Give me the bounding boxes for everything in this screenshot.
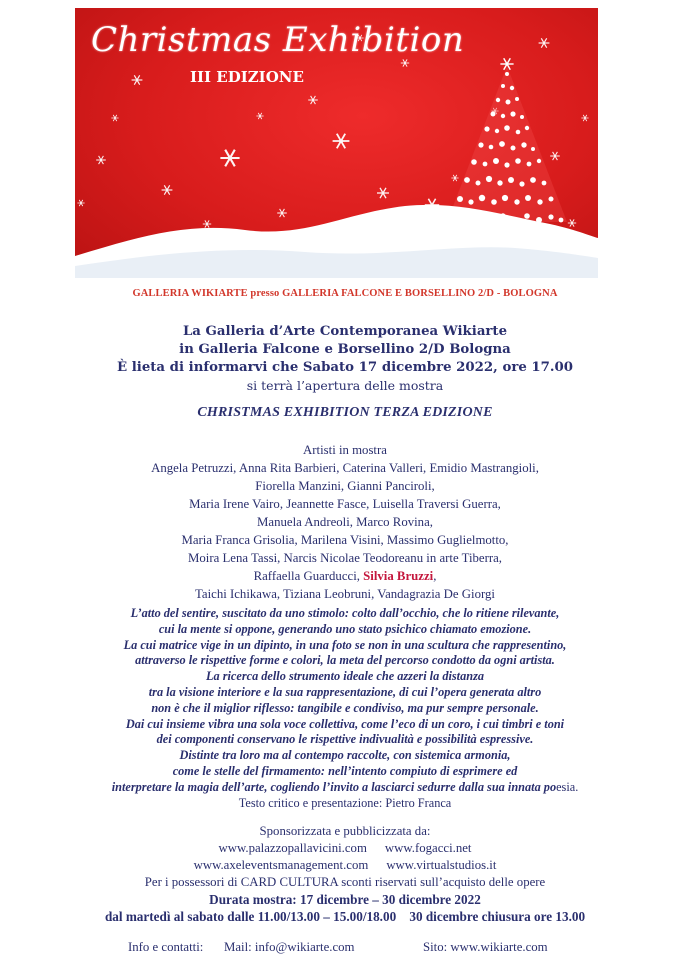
critic-line: come le stelle del firmamento: nell’intento compiuto di esprimere ed <box>172 763 518 778</box>
critic-line: cui la mente si oppone, generando uno stato psichico chiamato emozione. <box>158 621 532 636</box>
christmas-banner <box>75 8 598 278</box>
contacts-label: Info e contatti: <box>128 940 204 954</box>
sponsor-link-virtualstudios[interactable]: www.virtualstudios.it <box>386 858 497 872</box>
intro-line-1: La Galleria d’Arte Contemporanea Wikiarte <box>182 324 508 339</box>
sponsor-link-axel[interactable]: www.axeleventsmanagement.com <box>193 858 369 872</box>
intro-line-3: È lieta di informarvi che Sabato 17 dicembre 2022, ore 17.00 <box>116 360 574 375</box>
artists-line: Manuela Andreoli, Marco Rovina, <box>257 515 433 529</box>
card-cultura-note: Per i possessori di CARD CULTURA sconti riservati sull’acquisto delle opere <box>144 875 546 889</box>
artists-heading: Artisti in mostra <box>303 443 387 457</box>
artist-name: Raffaella Guarducci, <box>253 569 364 583</box>
exhibition-duration: Durata mostra: 17 dicembre – 30 dicembre 2022 <box>209 892 481 907</box>
exhibition-title: CHRISTMAS EXHIBITION TERZA EDIZIONE <box>197 405 493 420</box>
intro-block <box>0 323 690 395</box>
artists-line: Moira Lena Tassi, Narcis Nicolae Teodoreanu in arte Tiberra, <box>187 551 502 565</box>
artists-line: Angela Petruzzi, Anna Rita Barbieri, Caterina Valleri, Emidio Mastrangioli, <box>151 461 539 475</box>
critic-line: La ricerca dello strumento ideale che azzeri la distanza <box>205 669 485 684</box>
contact-site-link[interactable]: Sito: www.wikiarte.com <box>423 940 548 954</box>
critic-line: attraverso le rispettive forme e colori, la meta del percorso condotto da ogni artista. <box>135 653 555 668</box>
opening-hours: dal martedì al sabato dalle 11.00/13.00 – 15.00/18.00 30 dicembre chiusura ore 13.00 <box>104 909 586 924</box>
sponsor-sites-row <box>0 840 690 857</box>
critic-line: La cui matrice vige in un dipinto, in una foto se non in una scultura che rappresentino, <box>123 637 567 652</box>
critic-line: non è che il miglior riflesso: tangibile e condiviso, ma pur sempre personale. <box>151 700 539 715</box>
critic-last-plain: esia. <box>556 779 579 794</box>
critic-credit: Testo critico e presentazione: Pietro Franca <box>238 795 452 810</box>
sponsor-sites-row <box>0 857 690 874</box>
critic-line: tra la visione interiore e la sua rappresentazione, di cui l’opera generata altro <box>148 684 542 699</box>
critic-line: Distinte tra loro ma al contempo raccolte, con sistemica armonia, <box>179 748 511 763</box>
banner-subtitle: III EDIZIONE <box>190 68 304 86</box>
artists-line: Taichi Ichikawa, Tiziana Leobruni, Vandagrazia De Giorgi <box>195 587 495 601</box>
sponsor-link-fogacci[interactable]: www.fogacci.net <box>384 841 472 855</box>
artists-line: Maria Franca Grisolia, Marilena Visini, Massimo Guglielmotto, <box>181 533 509 547</box>
critic-last-bold: interpretare la magia dell’arte, cogliendo l’invito a lasciarci sedurre dalla sua innata po <box>111 779 557 794</box>
artist-highlight: Silvia Bruzzi <box>363 569 434 583</box>
critic-text <box>0 606 690 811</box>
venue-line: GALLERIA WIKIARTE presso GALLERIA FALCONE E BORSELLINO 2/D - BOLOGNA <box>132 288 558 299</box>
sponsor-block <box>0 823 690 925</box>
banner-title: Christmas Exhibition <box>91 20 465 60</box>
critic-line: Dai cui insieme vibra una sola voce collettiva, come l’eco di un coro, i cui timbri e toni <box>125 716 565 731</box>
sponsor-heading: Sponsorizzata e pubblicizzata da: <box>259 824 431 838</box>
intro-line-2: in Galleria Falcone e Borsellino 2/D Bologna <box>179 342 511 357</box>
contact-mail-link[interactable]: Mail: info@wikiarte.com <box>224 940 355 954</box>
artists-line <box>0 567 690 585</box>
critic-line <box>0 780 690 796</box>
intro-line-4: si terrà l’apertura delle mostra <box>246 378 444 393</box>
artist-separator: , <box>433 569 437 583</box>
snowflake-tree <box>447 58 567 223</box>
sponsor-link-palazzo[interactable]: www.palazzopallavicini.com <box>218 841 367 855</box>
critic-line: dei componenti conservano le rispettive indivualità e possibilità espressive. <box>156 732 534 747</box>
artists-line: Maria Irene Vairo, Jeannette Fasce, Luisella Traversi Guerra, <box>189 497 501 511</box>
artists-line: Fiorella Manzini, Gianni Panciroli, <box>255 479 435 493</box>
artists-block <box>0 441 690 603</box>
critic-line: L’atto del sentire, suscitato da uno stimolo: colto dall’occhio, che lo ritiene rilevante, <box>130 606 560 620</box>
